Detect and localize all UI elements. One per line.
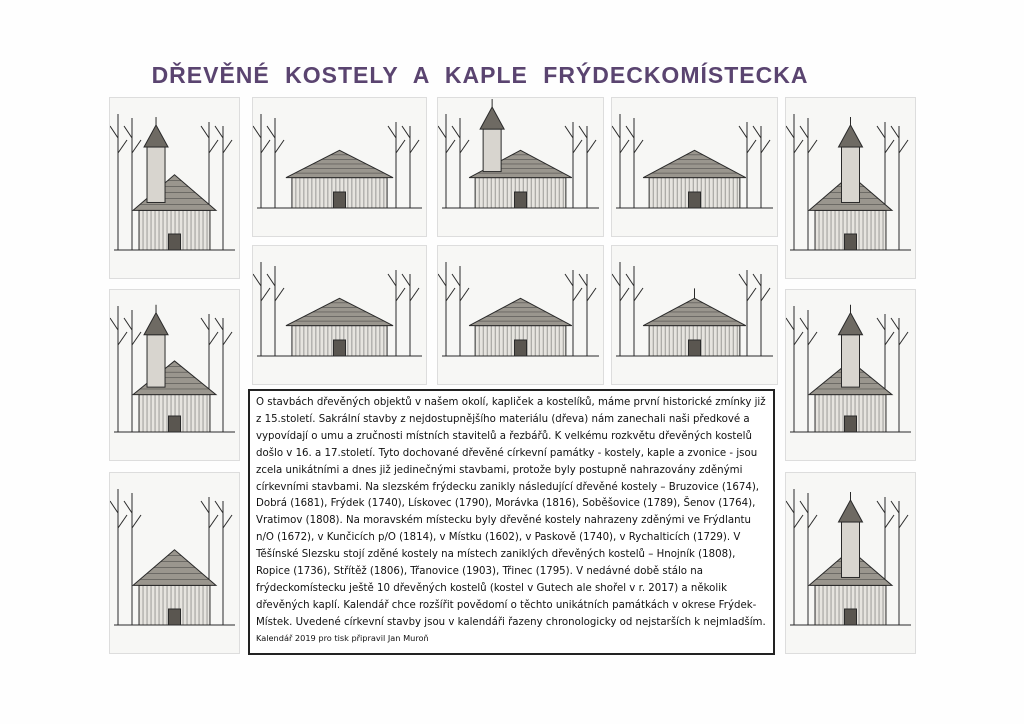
drawing-panel <box>109 289 240 461</box>
drawing-panel <box>252 97 427 237</box>
drawing-panel <box>252 245 427 385</box>
church-sketch-icon <box>786 473 915 653</box>
drawing-panel <box>611 97 778 237</box>
credit-line: Kalendář 2019 pro tisk připravil Jan Muroň <box>256 632 429 643</box>
church-sketch-icon <box>438 246 603 384</box>
drawing-panel <box>785 289 916 461</box>
intro-text: O stavbách dřevěných objektů v našem okolí, kapliček a kostelíků, máme první historické zmínky již z 15.století. Sakrální stavby z nejdostupnějšího materiálu (dřeva) nám zanechali naši předkové a vypovídají o umu a zručnosti místních stavitelů a řezbářů. K velkému rozkvětu dřevěných kostelů došlo v 16. a 17.století. Tyto dochované dřevěné církevní památky - kostely, kaple a zvonice - jsou zcela unikátními a dnes již jedinečnými stavbami, protože byly postupně nahrazovány zděnými církevními stavbami. Na slezském frýdecku zanikly následující dřevěné kostely – Bruzovice (1674), Dobrá (1681), Frýdek (1740), Lískovec (1790), Morávka (1816), Soběšovice (1789), Šenov (1764), Vratimov (1808). Na moravském místecku byly dřevěné kostely nahrazeny zděnými ve Frýdlantu n/O (1672), v Kunčicích p/O (1814), v Místku (1602), v Paskově (1740), v Rychalticích (1729). V Těšínské Slezsku stojí zděné kostely na místech zaniklých dřevěných kostelů – Hnojník (1808), Ropice (1736), Střítěž (1806), Třanovice (1903), Třinec (1795). V nedávné době stálo na frýdeckomístecku ještě 10 dřevěných kostelů (kostel v Gutech ale shořel v r. 2017) a několik dřevěných kaplí. Kalendář chce rozšířit povědomí o těchto unikátních památkách v okrese Frýdek-Místek. Uvedené církevní stavby jsou v kalendáři řazeny chronologicky od nejstarších k nejmladším. <box>256 397 766 628</box>
church-sketch-icon <box>786 98 915 278</box>
drawing-panel <box>611 245 778 385</box>
church-sketch-icon <box>253 246 426 384</box>
church-sketch-icon <box>786 290 915 460</box>
drawing-panel <box>437 245 604 385</box>
drawing-panel <box>785 472 916 654</box>
church-sketch-icon <box>110 290 239 460</box>
church-sketch-icon <box>612 98 777 236</box>
drawing-panel <box>109 97 240 279</box>
drawing-panel <box>785 97 916 279</box>
church-sketch-icon <box>253 98 426 236</box>
intro-text-box <box>248 389 775 655</box>
drawing-panel <box>437 97 604 237</box>
page-title: DŘEVĚNÉ KOSTELY A KAPLE FRÝDECKOMÍSTECKA <box>151 62 809 88</box>
drawing-panel <box>109 472 240 654</box>
church-sketch-icon <box>612 246 777 384</box>
church-sketch-icon <box>110 98 239 278</box>
church-sketch-icon <box>110 473 239 653</box>
church-sketch-icon <box>438 98 603 236</box>
